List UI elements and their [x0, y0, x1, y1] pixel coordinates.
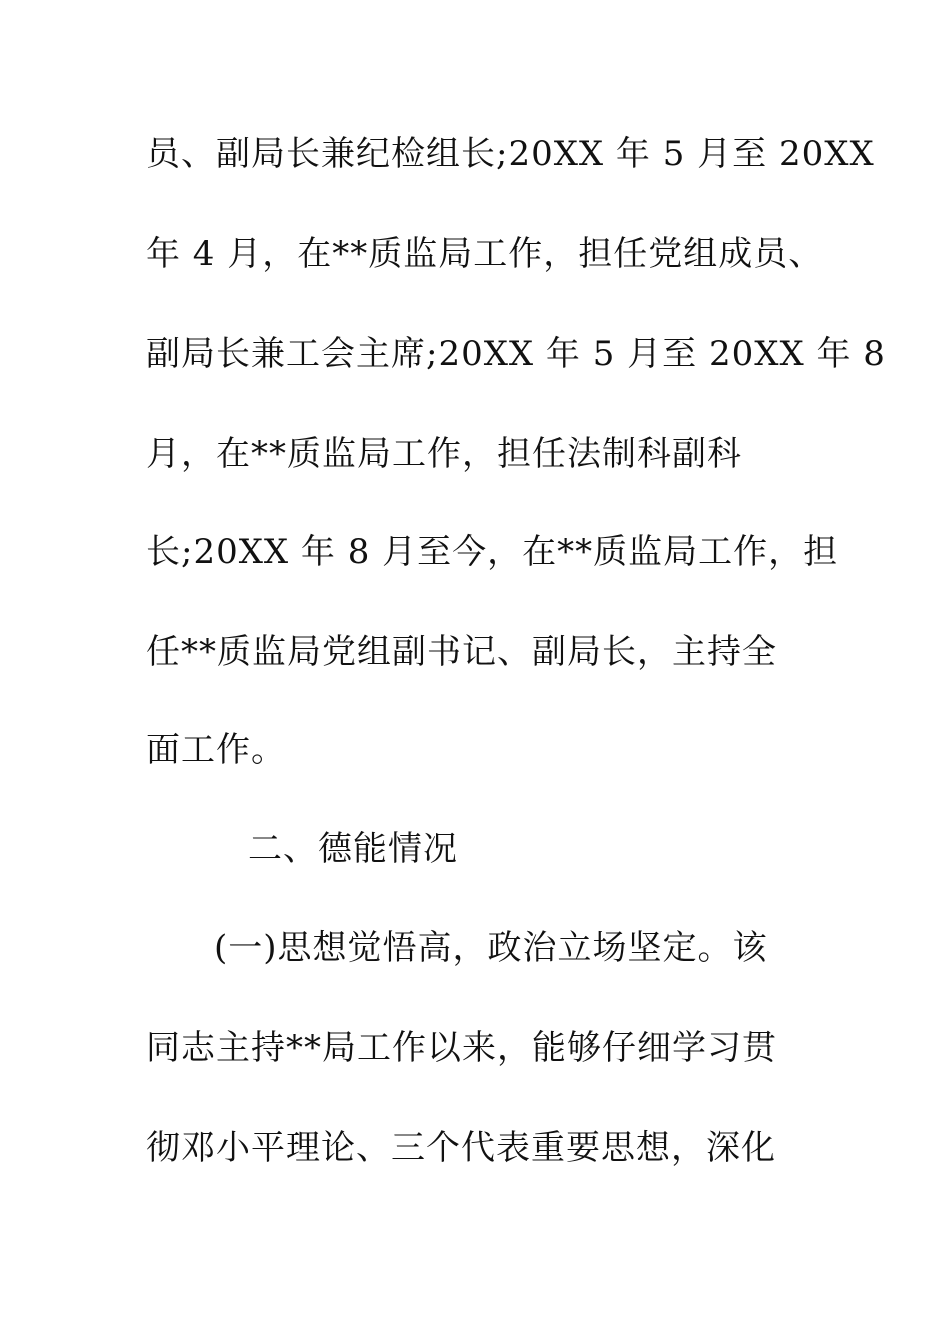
text-line: 长;20XX 年 8 月至今，在**质监局工作，担: [146, 532, 839, 572]
text-line: (一)思想觉悟高，政治立场坚定。该: [214, 928, 768, 968]
text-line: 年 4 月，在**质监局工作，担任党组成员、: [146, 234, 824, 274]
text-line: 彻邓小平理论、三个代表重要思想，深化: [146, 1128, 776, 1168]
text-line: 任**质监局党组副书记、副局长，主持全: [146, 632, 777, 672]
text-line: 面工作。: [146, 730, 286, 770]
text-line: 月，在**质监局工作，担任法制科副科: [146, 434, 742, 474]
text-line: 同志主持**局工作以来，能够仔细学习贯: [146, 1028, 777, 1068]
section-heading: 二、德能情况: [248, 829, 458, 869]
text-line: 员、副局长兼纪检组长;20XX 年 5 月至 20XX: [146, 134, 875, 174]
text-line: 副局长兼工会主席;20XX 年 5 月至 20XX 年 8: [146, 334, 886, 374]
